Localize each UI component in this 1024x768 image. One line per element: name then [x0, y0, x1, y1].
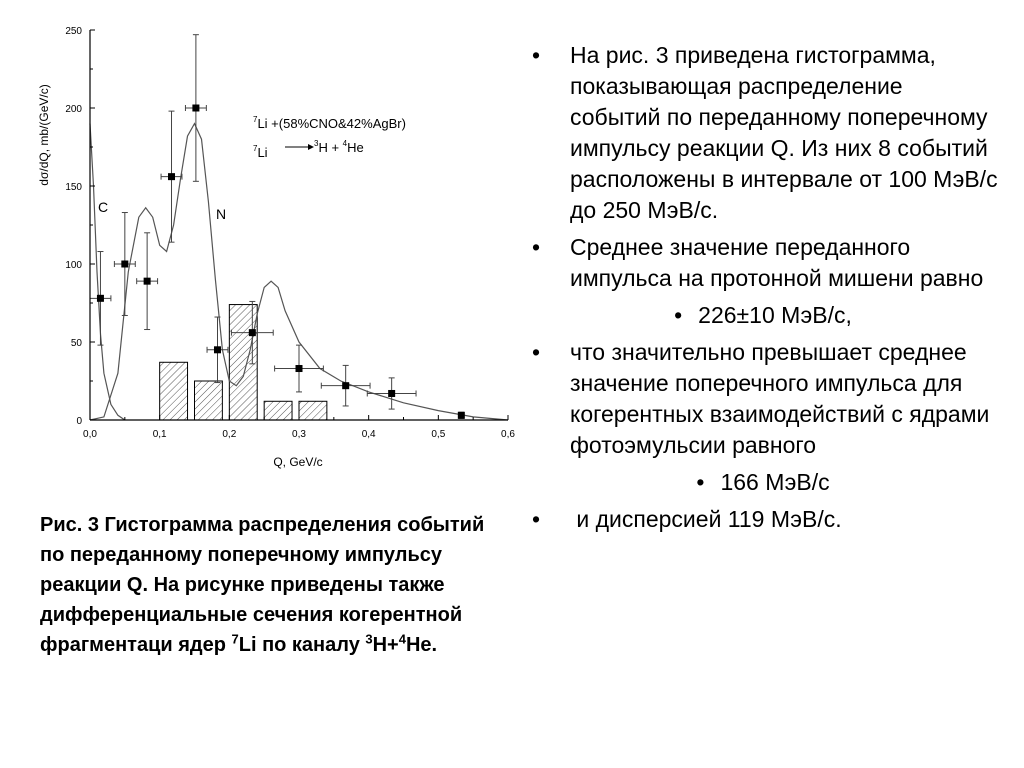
- reaction-text-he: He: [347, 140, 364, 155]
- bullet-marker: •: [674, 302, 683, 328]
- caption-text-4: He.: [405, 634, 438, 656]
- figure-caption: [40, 510, 510, 660]
- x-tick-label: 0,3: [292, 429, 306, 440]
- data-point: [121, 261, 128, 268]
- reaction-sup-7a: 7: [253, 115, 258, 124]
- histogram-chart: [28, 10, 520, 490]
- histogram-bar: [195, 381, 223, 420]
- bullet-marker: •: [532, 234, 541, 260]
- caption-text-1: Рис. 3 Гистограмма распределения событий по переданному поперечному импульсу реакции Q. На рисунке приведены также дифференциальные сечения когерентной фрагментаци ядер: [40, 514, 485, 656]
- caption-sup-3: 3: [365, 631, 373, 647]
- y-axis-label: dσ/dQ, mb/(GeV/c): [37, 84, 51, 186]
- x-tick-label: 0,1: [152, 429, 167, 440]
- y-tick-label: 100: [65, 260, 82, 271]
- bullet-marker: •: [532, 506, 541, 532]
- svg-text:7Li: [253, 144, 268, 160]
- data-points: [90, 35, 465, 419]
- bullet-item-4: [528, 337, 998, 461]
- reaction-sup-3: 3: [314, 139, 319, 148]
- bullet-marker: •: [532, 42, 541, 68]
- y-tick-label: 250: [65, 26, 82, 37]
- reaction-label-line1: [253, 115, 406, 131]
- bullet-marker: •: [696, 469, 705, 495]
- caption-sup-7: 7: [231, 631, 239, 647]
- curve-c-label: C: [98, 199, 109, 215]
- reaction-sup-4: 4: [342, 139, 348, 148]
- histogram-bar: [229, 305, 257, 420]
- bullet-text-3: 226±10 МэВ/с,: [698, 302, 852, 328]
- bullet-text-4: что значительно превышает среднее значение поперечного импульса для когерентных взаимодействий с ядрами фотоэмульсии равного: [570, 339, 990, 458]
- x-tick-label: 0,5: [431, 429, 446, 440]
- chart-svg: [28, 10, 520, 490]
- y-tick-label: 200: [65, 104, 82, 115]
- histogram-bar: [264, 401, 292, 420]
- reaction-text-h: H +: [318, 140, 343, 155]
- data-point: [342, 382, 349, 389]
- reaction-sup-7b: 7: [253, 144, 258, 153]
- y-tick-label: 150: [65, 182, 82, 193]
- caption-text-3: H+: [372, 634, 399, 656]
- curve-c: [90, 124, 125, 420]
- bullet-text-5: 166 МэВ/с: [720, 469, 830, 495]
- reaction-text-1: Li +(58%CNO&42%AgBr): [257, 116, 406, 131]
- histogram-bars: [160, 305, 327, 420]
- bullet-text-1: На рис. 3 приведена гистограмма, показывающая распределение событий по переданному поперечному импульсу реакции Q. Из них 8 событий расположены в интервале от 100 МэВ/с до 250 МэВ/с.: [570, 42, 998, 223]
- x-tick-label: 0,2: [222, 429, 237, 440]
- bullet-list: [528, 40, 998, 541]
- data-point: [249, 329, 256, 336]
- caption-text-2: Li по каналу: [238, 634, 366, 656]
- data-point: [296, 365, 303, 372]
- bullet-item-6: [528, 504, 998, 535]
- y-tick-label: 0: [76, 416, 82, 427]
- bullet-item-1: [528, 40, 998, 226]
- bullet-item-2: [528, 232, 998, 294]
- x-tick-label: 0,6: [501, 429, 515, 440]
- data-point: [388, 390, 395, 397]
- x-tick-label: 0,4: [361, 429, 376, 440]
- svg-text:3H + 4He: [314, 139, 364, 155]
- data-point: [192, 105, 199, 112]
- bullet-marker: •: [532, 339, 541, 365]
- data-point: [97, 295, 104, 302]
- reaction-label-line2: [253, 139, 364, 160]
- y-tick-label: 50: [70, 338, 82, 349]
- axes: [65, 26, 515, 440]
- data-point: [168, 173, 175, 180]
- caption-sup-4: 4: [398, 631, 406, 647]
- histogram-bar: [299, 401, 327, 420]
- histogram-bar: [160, 362, 188, 420]
- x-tick-label: 0,0: [83, 429, 97, 440]
- data-point: [144, 278, 151, 285]
- data-point: [458, 412, 465, 419]
- bullet-item-3: [528, 300, 998, 331]
- curve-n-label: N: [216, 206, 227, 222]
- reaction-text-li: Li: [257, 145, 268, 160]
- x-axis-label: Q, GeV/c: [273, 455, 323, 469]
- bullet-text-2: Среднее значение переданного импульса на протонной мишени равно: [570, 234, 984, 291]
- bullet-text-6: и дисперсией 119 МэВ/с.: [570, 506, 842, 532]
- bullet-item-5: [528, 467, 998, 498]
- data-point: [214, 346, 221, 353]
